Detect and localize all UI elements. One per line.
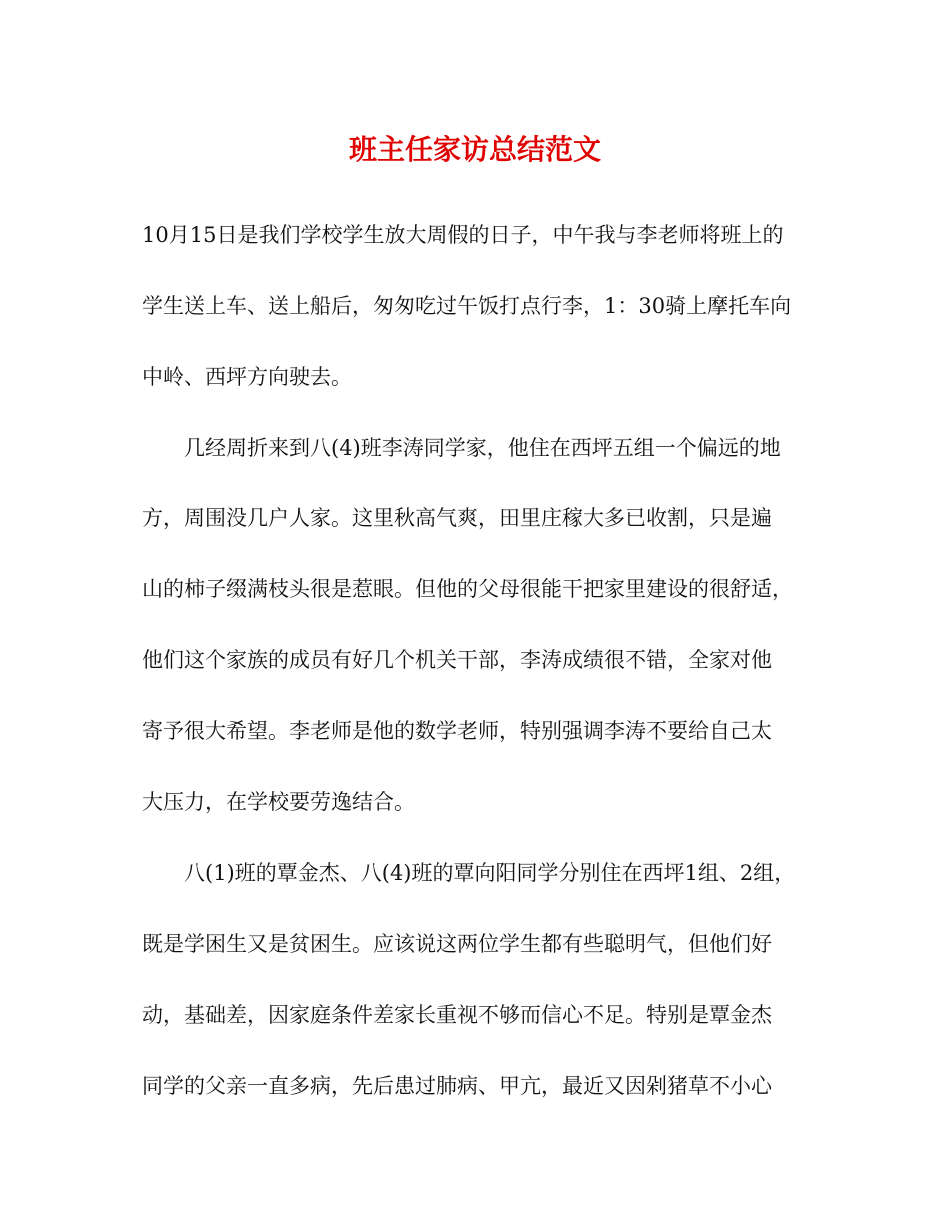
text-line-7: 他们这个家族的成员有好几个机关干部，李涛成绩很不错，全家对他 bbox=[142, 648, 772, 672]
text-line-13: 同学的父亲一直多病，先后患过肺病、甲亢，最近又因剁猪草不小心 bbox=[142, 1074, 772, 1098]
text-line-11: 既是学困生又是贫困生。应该说这两位学生都有些聪明气，但他们好 bbox=[142, 932, 772, 956]
text-line-9: 大压力，在学校要劳逸结合。 bbox=[142, 790, 415, 814]
text-line-5: 方，周围没几户人家。这里秋高气爽，田里庄稼大多已收割，只是遍 bbox=[142, 506, 772, 530]
document-title: 班主任家访总结范文 bbox=[348, 133, 601, 166]
text-line-6: 山的柿子缀满枝头很是惹眼。但他的父母很能干把家里建设的很舒适， bbox=[142, 577, 793, 601]
text-line-1: 10月15日是我们学校学生放大周假的日子，中午我与李老师将班上的 bbox=[142, 223, 784, 247]
text-line-2: 学生送上车、送上船后，匆匆吃过午饭打点行李，1：30骑上摩托车向 bbox=[142, 294, 792, 318]
text-line-8: 寄予很大希望。李老师是他的数学老师，特别强调李涛不要给自己太 bbox=[142, 719, 772, 743]
text-line-12: 动，基础差，因家庭条件差家长重视不够而信心不足。特别是覃金杰 bbox=[142, 1003, 772, 1027]
text-line-3: 中岭、西坪方向驶去。 bbox=[142, 365, 352, 389]
text-line-4: 几经周折来到八(4)班李涛同学家，他住在西坪五组一个偏远的地 bbox=[184, 436, 781, 460]
text-line-10: 八(1)班的覃金杰、八(4)班的覃向阳同学分别住在西坪1组、2组， bbox=[184, 861, 796, 885]
